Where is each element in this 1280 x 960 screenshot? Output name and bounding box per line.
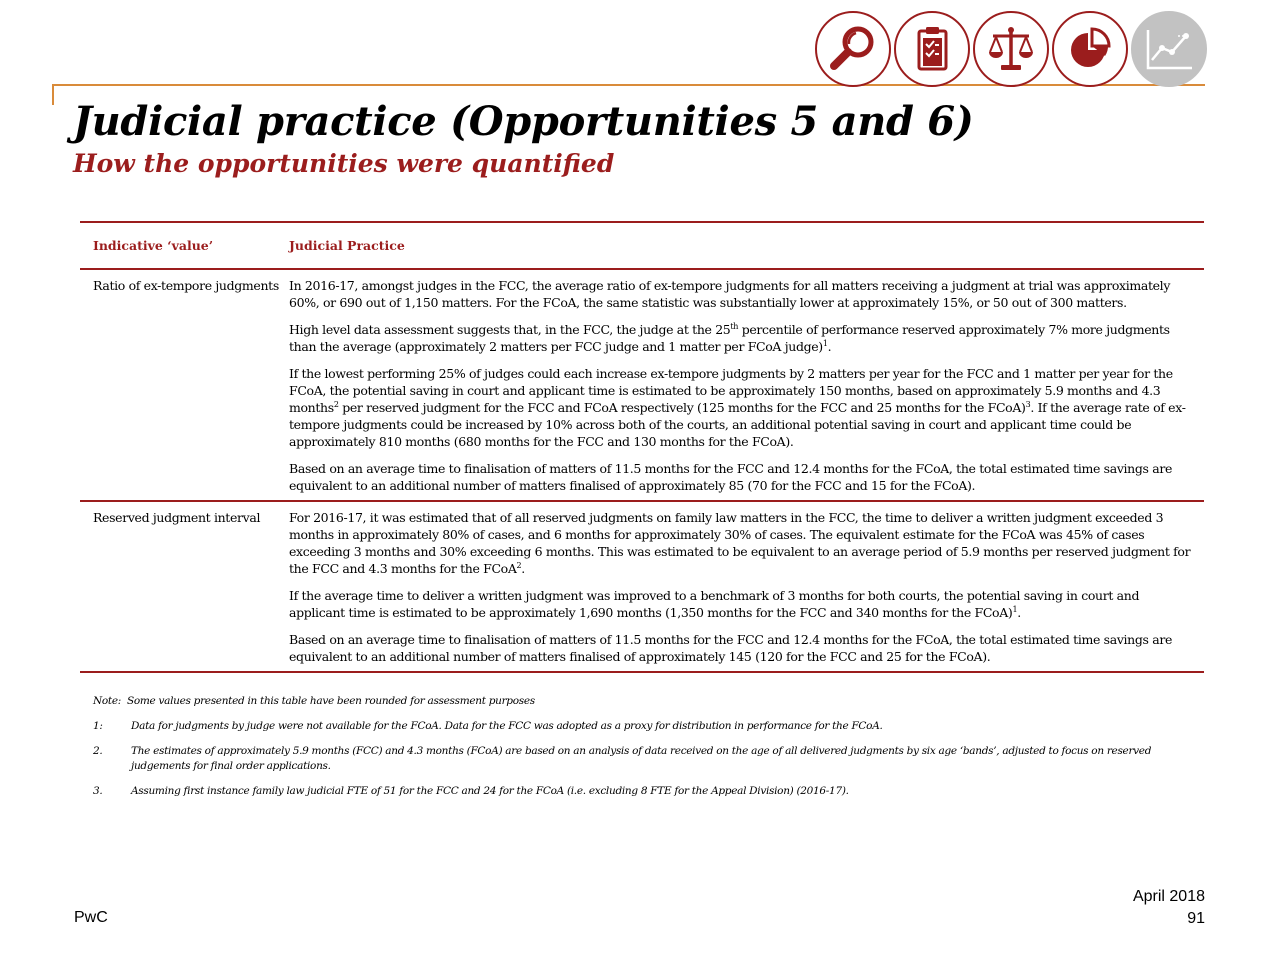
page-subtitle: How the opportunities were quantified [73,149,615,178]
footnote-label: 1: [93,720,103,732]
scales-icon[interactable] [973,11,1049,87]
table-header-row [80,223,1204,268]
footer-meta [1133,886,1205,930]
row-label: Ratio of ex-tempore judgments [93,278,279,293]
quantification-table [80,221,1204,673]
footnote-label: Note: [93,695,121,707]
row-content [289,509,1204,665]
column-header-value: Indicative ‘value’ [93,238,214,253]
row-content [289,277,1204,494]
paragraph: High level data assessment suggests that, in the FCC, the judge at the 25th percentile of performance reserved approximately 7% more judgments than the average (approximately 2 matters per FCC judge and 1 matter per FCoA judge)$^1$. [289,321,1170,354]
paragraph: If the lowest performing 25% of judges could each increase ex-tempore judgments by 2 matters per year for the FCC and 1 matter per year for the FCoA, the potential saving in court and applicant time is estimated to be approximately 150 months, based on approximately 5.9 months and 4.3 months$^2$ per reserved judgment for the FCC and FCoA respectively (125 months for the FCC and 25 months for the FCoA)$^3$. If the average rate of ex-tempore judgments could be increased by 10% across both of the courts, an additional potential saving in court and applicant time could be approximately 810 months (680 months for the FCC and 130 months for the FCoA). [289,366,1186,449]
page-number: 91 [1187,910,1205,927]
footnote [93,694,1198,709]
footer-date: April 2018 [1132,888,1205,905]
footer-brand: PwC [74,909,108,926]
paragraph: Based on an average time to finalisation of matters of 11.5 months for the FCC and 12.4 months for the FCoA, the total estimated time savings are equivalent to an additional number of matters finalised of approximately 85 (70 for the FCC and 15 for the FCoA). [289,461,1172,493]
table-row-reserved-interval [80,502,1204,671]
table-row-ex-tempore [80,270,1204,500]
paragraph: If the average time to deliver a written judgment was improved to a benchmark of 3 months for both courts, the potential saving in court and applicant time is estimated to be approximately 1,690 months (1,350 months for the FCC and 340 months for the FCoA)$^1$. [289,588,1140,620]
footnote-text: Data for judgments by judge were not available for the FCoA. Data for the FCC was adopted as a proxy for distribution in performance for the FCoA. [131,720,883,732]
row-label: Reserved judgment interval [93,510,261,525]
footnote-text: The estimates of approximately 5.9 months (FCC) and 4.3 months (FCoA) are based on an analysis of data received on the age of all delivered judgments by six age ‘bands’, adjusted to focus on reserved judgements for final order applications. [131,745,1152,772]
table-bottom-rule [80,671,1204,673]
line-chart-icon[interactable] [1131,11,1207,87]
clipboard-checklist-icon[interactable] [894,11,970,87]
footnote [93,784,1198,799]
footnote-label: 3. [93,785,103,797]
footnote-text: Some values presented in this table have been rounded for assessment purposes [126,695,535,707]
footnotes [93,694,1198,809]
footnote-label: 2. [93,745,103,757]
header-rule-corner [52,85,54,105]
footnote [93,744,1198,774]
footnote-text: Assuming first instance family law judicial FTE of 51 for the FCC and 24 for the FCoA (i.e. excluding 8 FTE for the Appeal Division) (2016-17). [131,785,849,797]
footnote [93,719,1198,734]
section-nav-icons [815,11,1207,87]
column-header-practice: Judicial Practice [289,238,405,253]
magnifier-icon[interactable] [815,11,891,87]
paragraph: For 2016-17, it was estimated that of all reserved judgments on family law matters in the FCC, the time to deliver a written judgment exceeded 3 months in approximately 80% of cases, and 6 months for approximately 30% of cases. The equivalent estimate for the FCoA was 45% of cases exceeding 3 months and 30% exceeding 6 months. This was estimated to be equivalent to an average period of 5.9 months per reserved judgment for the FCC and 4.3 months for the FCoA$^2$. [289,510,1191,576]
paragraph: In 2016-17, amongst judges in the FCC, the average ratio of ex-tempore judgments for all matters receiving a judgment at trial was approximately 60%, or 690 out of 1,150 matters. For the FCoA, the same statistic was substantially lower at approximately 15%, or 50 out of 300 matters. [289,278,1171,310]
page-title: Judicial practice (Opportunities 5 and 6) [73,98,974,145]
paragraph: Based on an average time to finalisation of matters of 11.5 months for the FCC and 12.4 months for the FCoA, the total estimated time savings are equivalent to an additional number of matters finalised of approximately 145 (120 for the FCC and 25 for the FCoA). [289,632,1172,664]
pie-chart-icon[interactable] [1052,11,1128,87]
